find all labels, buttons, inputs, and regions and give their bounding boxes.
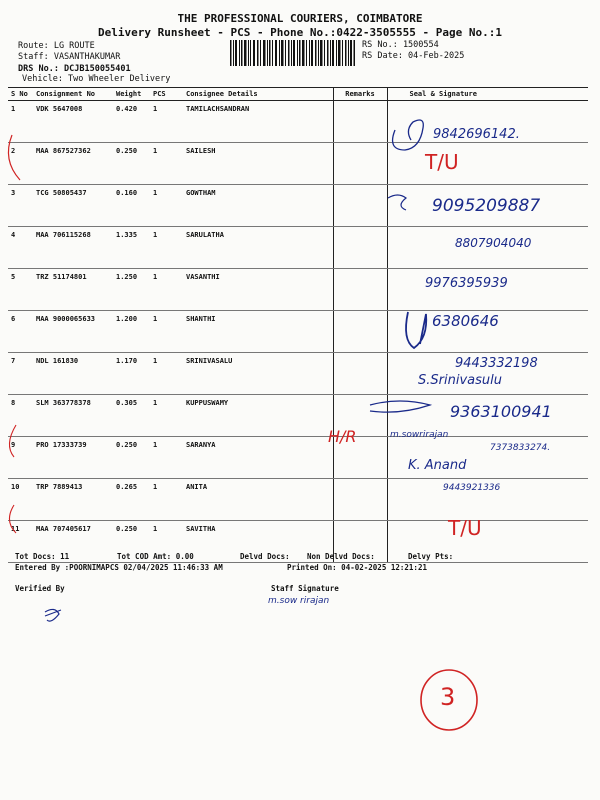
cell-pcs: 1 xyxy=(150,479,183,521)
cell-sno: 1 xyxy=(8,101,33,143)
cell-sno: 4 xyxy=(8,227,33,269)
non-delivered-docs: Non Delvd Docs: xyxy=(307,552,375,561)
total-docs: Tot Docs: 11 xyxy=(15,552,70,561)
cell-pcs: 1 xyxy=(150,269,183,311)
signature-scribble-6 xyxy=(406,312,426,348)
handwritten-name-7: S.Srinivasulu xyxy=(418,373,502,388)
cell-sno: 10 xyxy=(8,479,33,521)
staff-signature-label: Staff Signature xyxy=(271,584,339,593)
col-pcs: PCS xyxy=(150,88,183,101)
handwritten-phone-4: 8807904040 xyxy=(455,236,532,250)
cell-weight: 0.160 xyxy=(113,185,150,227)
cell-consignee: SARULATHA xyxy=(183,227,333,269)
printed-on: Printed On: 04-02-2025 12:21:21 xyxy=(287,563,427,572)
cell-consignee: SARANYA xyxy=(183,437,333,479)
cell-consignee: ANITA xyxy=(183,479,333,521)
cell-consignment: MAA 867527362 xyxy=(33,143,113,185)
handwritten-phone-11: 9443921336 xyxy=(443,483,501,493)
handwritten-name-10: K. Anand xyxy=(408,458,467,473)
col-weight: Weight xyxy=(113,88,150,101)
cell-consignee: TAMILACHSANDRAN xyxy=(183,101,333,143)
cell-consignee: SAVITHA xyxy=(183,521,333,563)
cell-sno: 6 xyxy=(8,311,33,353)
cell-consignment: TRP 7889413 xyxy=(33,479,113,521)
signature-scribble-1 xyxy=(393,120,424,150)
entered-by: Entered By :POORNIMAPCS 02/04/2025 11:46:33 AM xyxy=(15,563,223,572)
cell-consignment: MAA 706115268 xyxy=(33,227,113,269)
total-cod: Tot COD Amt: 0.00 xyxy=(117,552,194,561)
red-arc-row11 xyxy=(9,505,16,533)
handwritten-name-9: m.sowrirajan xyxy=(390,430,449,440)
handwritten-phone-8: 9363100941 xyxy=(450,402,552,421)
cell-weight: 0.250 xyxy=(113,521,150,563)
cell-weight: 0.305 xyxy=(113,395,150,437)
handwritten-phone-7: 9443332198 xyxy=(455,356,538,371)
cell-consignee: SHANTHI xyxy=(183,311,333,353)
cell-weight: 0.420 xyxy=(113,101,150,143)
cell-pcs: 1 xyxy=(150,227,183,269)
vehicle-label: Vehicle: Two Wheeler Delivery xyxy=(22,74,171,84)
company-name: THE PROFESSIONAL COURIERS, COIMBATORE xyxy=(177,12,423,25)
cell-weight: 0.250 xyxy=(113,437,150,479)
rs-number: RS No.: 1500554 xyxy=(362,40,439,50)
cell-consignment: TCG 50805437 xyxy=(33,185,113,227)
cell-weight: 1.200 xyxy=(113,311,150,353)
col-sno: S No xyxy=(8,88,33,101)
handwritten-phone-3: 9095209887 xyxy=(432,196,541,216)
signature-scribble-8 xyxy=(370,401,430,412)
cell-pcs: 1 xyxy=(150,521,183,563)
cell-sno: 2 xyxy=(8,143,33,185)
red-arc-row9 xyxy=(9,425,16,457)
handwritten-phone-1: 9842696142. xyxy=(433,127,520,142)
cell-consignment: VDK 5647008 xyxy=(33,101,113,143)
red-bracket-mark xyxy=(8,135,20,180)
rs-date: RS Date: 04-Feb-2025 xyxy=(362,51,465,61)
cell-pcs: 1 xyxy=(150,311,183,353)
cell-sno: 5 xyxy=(8,269,33,311)
delivery-points: Delvy Pts: xyxy=(408,552,454,561)
signature-scribble-3 xyxy=(388,195,406,210)
cell-consignee: SRINIVASALU xyxy=(183,353,333,395)
cell-consignment: MAA 9000065633 xyxy=(33,311,113,353)
cell-weight: 1.170 xyxy=(113,353,150,395)
cell-sno: 3 xyxy=(8,185,33,227)
route-label: Route: LG ROUTE xyxy=(18,41,95,51)
circled-number: 3 xyxy=(440,683,456,711)
cell-sno: 9 xyxy=(8,437,33,479)
col-consignment: Consignment No xyxy=(33,88,113,101)
drs-number: DRS No.: DCJB150055401 xyxy=(18,64,131,74)
col-consignee: Consignee Details xyxy=(183,88,333,101)
cell-consignment: NDL 161830 xyxy=(33,353,113,395)
cell-sno: 11 xyxy=(8,521,33,563)
cell-weight: 1.250 xyxy=(113,269,150,311)
handwritten-phone-6: 6380646 xyxy=(432,312,499,330)
cell-consignment: SLM 363778378 xyxy=(33,395,113,437)
staff-signature-handwritten: m.sow rirajan xyxy=(268,596,330,606)
cell-consignment: PRO 17333739 xyxy=(33,437,113,479)
cell-sno: 8 xyxy=(8,395,33,437)
col-signature: Seal & Signature xyxy=(387,88,588,101)
cell-weight: 0.250 xyxy=(113,143,150,185)
cell-weight: 0.265 xyxy=(113,479,150,521)
cell-weight: 1.335 xyxy=(113,227,150,269)
cell-pcs: 1 xyxy=(150,143,183,185)
runsheet-title: Delivery Runsheet - PCS - Phone No.:0422-3505555 - Page No.:1 xyxy=(98,26,502,39)
cell-consignee: SAILESH xyxy=(183,143,333,185)
cell-consignment: MAA 707405617 xyxy=(33,521,113,563)
cell-pcs: 1 xyxy=(150,437,183,479)
cell-pcs: 1 xyxy=(150,185,183,227)
col-remarks: Remarks xyxy=(333,88,387,101)
handwritten-tu-2: T/U xyxy=(425,150,459,174)
cell-consignee: VASANTHI xyxy=(183,269,333,311)
staff-label: Staff: VASANTHAKUMAR xyxy=(18,52,121,62)
cell-pcs: 1 xyxy=(150,395,183,437)
handwritten-phone-9: 7373833274. xyxy=(490,443,551,453)
cell-consignee: KUPPUSWAMY xyxy=(183,395,333,437)
handwritten-hr-mark: H/R xyxy=(328,427,357,446)
cell-consignment: TRZ 51174801 xyxy=(33,269,113,311)
cell-pcs: 1 xyxy=(150,101,183,143)
verified-scribble xyxy=(45,609,61,621)
handwritten-phone-5: 9976395939 xyxy=(425,276,508,291)
cell-pcs: 1 xyxy=(150,353,183,395)
verified-by-label: Verified By xyxy=(15,584,65,593)
cell-consignee: GOWTHAM xyxy=(183,185,333,227)
cell-sno: 7 xyxy=(8,353,33,395)
delivered-docs: Delvd Docs: xyxy=(240,552,290,561)
handwritten-tu-11: T/U xyxy=(448,516,482,540)
